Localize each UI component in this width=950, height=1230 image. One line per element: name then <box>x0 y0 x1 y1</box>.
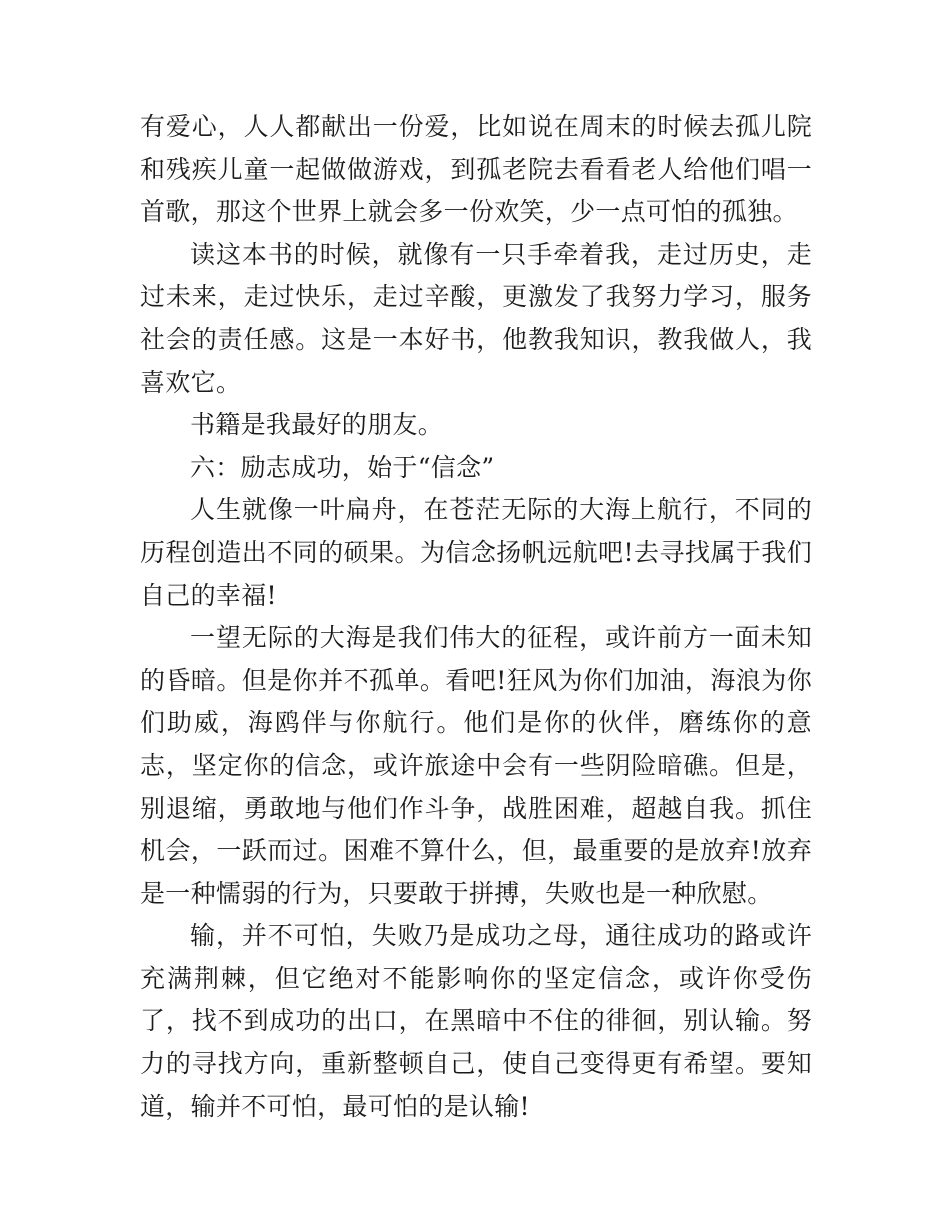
paragraph-life-boat: 人生就像一叶扁舟，在苍茫无际的大海上航行，不同的历程创造出不同的硕果。为信念扬帆远航吧!去寻找属于我们自己的幸福! <box>140 495 812 610</box>
paragraph-continuation: 有爱心，人人都献出一份爱，比如说在周末的时候去孤儿院和残疾儿童一起做做游戏，到孤老院去看看老人给他们唱一首歌，那这个世界上就会多一份欢笑，少一点可怕的孤独。 <box>140 112 812 227</box>
paragraph-books-friend: 书籍是我最好的朋友。 <box>190 410 444 440</box>
document-body <box>140 106 812 1128</box>
section-heading: 六：励志成功，始于“信念” <box>190 452 495 482</box>
paragraph-book-reflection: 读这本书的时候，就像有一只手牵着我，走过历史，走过未来，走过快乐，走过辛酸，更激发了我努力学习，服务社会的责任感。这是一本好书，他教我知识，教我做人，我喜欢它。 <box>140 239 812 397</box>
paragraph-failure: 输，并不可怕，失败乃是成功之母，通往成功的路或许充满荆棘，但它绝对不能影响你的坚定信念，或许你受伤了，找不到成功的出口，在黑暗中不住的徘徊，别认输。努力的寻找方向，重新整顿自己，使自己变得更有希望。要知道，输并不可怕，最可怕的是认输! <box>140 921 812 1121</box>
paragraph-journey: 一望无际的大海是我们伟大的征程，或许前方一面未知的昏暗。但是你并不孤单。看吧!狂风为你们加油，海浪为你们助威，海鸥伴与你航行。他们是你的伙伴，磨练你的意志，坚定你的信念，或许旅途中会有一些阴险暗礁。但是，别退缩，勇敢地与他们作斗争，战胜困难，超越自我。抓住机会，一跃而过。困难不算什么，但，最重要的是放弃!放弃是一种懦弱的行为，只要敢于拼搏，失败也是一种欣慰。 <box>140 623 812 908</box>
